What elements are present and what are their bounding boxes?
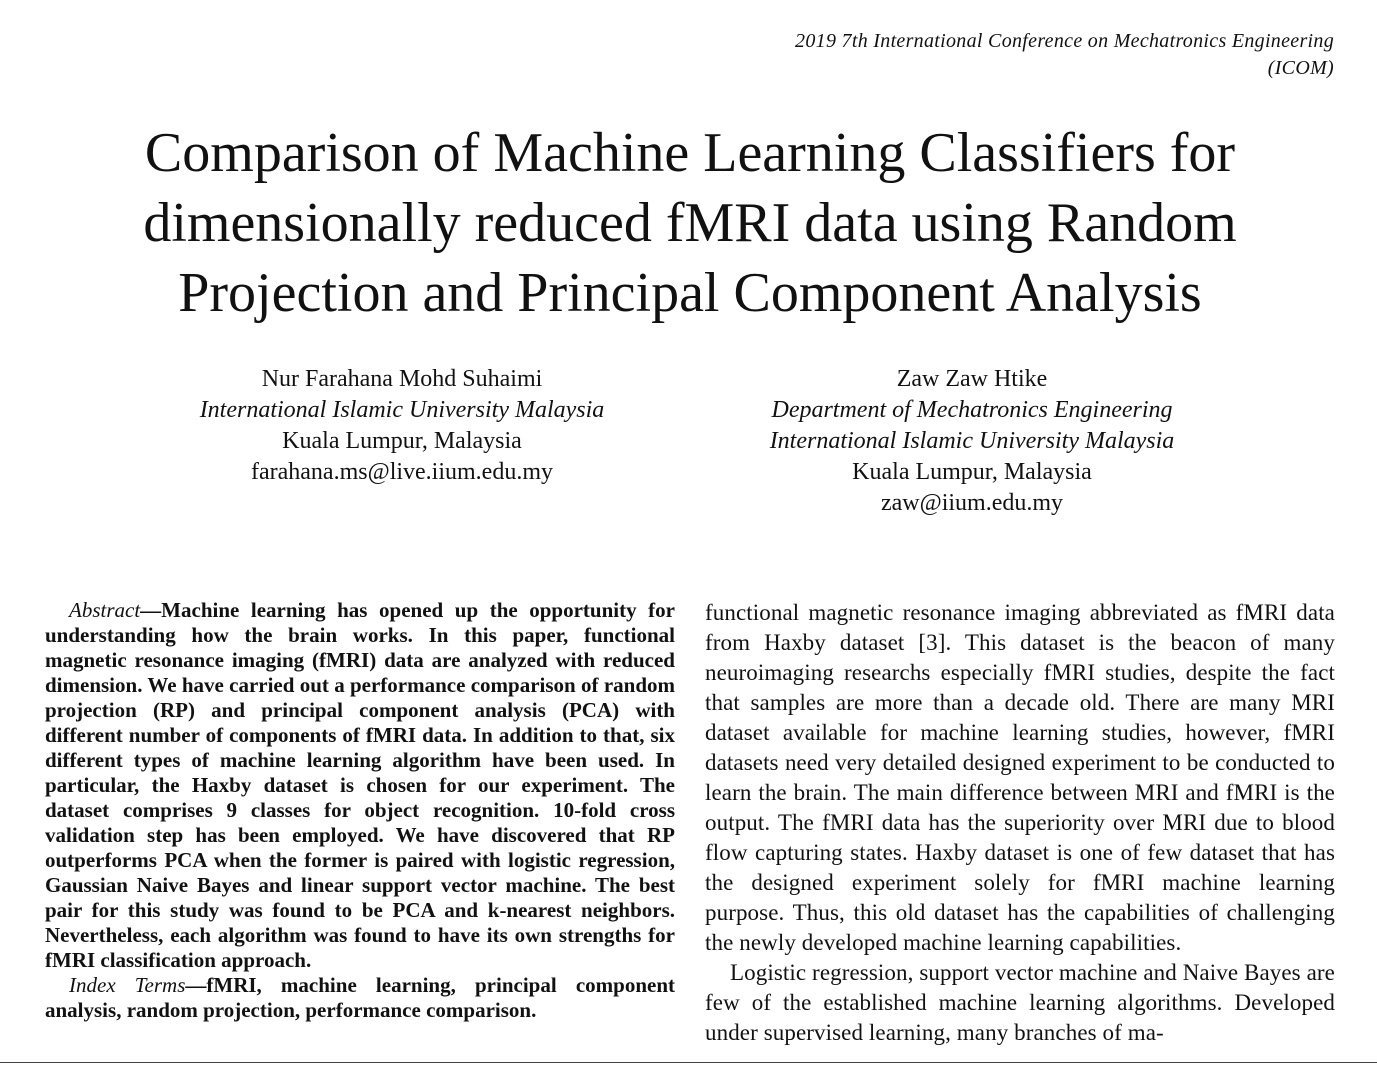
conference-header <box>634 28 1334 82</box>
author-location: Kuala Lumpur, Malaysia <box>852 459 1092 485</box>
page-bottom-rule <box>0 1062 1377 1063</box>
conference-line-2: (ICOM) <box>1267 57 1334 79</box>
index-terms-dash: — <box>185 973 207 997</box>
left-column <box>45 598 675 1023</box>
author-department: Department of Mechatronics Engineering <box>771 397 1173 423</box>
conference-line-1: 2019 7th International Conference on Mechatronics Engineering <box>795 30 1334 52</box>
right-column <box>705 598 1335 1048</box>
index-terms-text: fMRI, machine learning, principal component analysis, random projection, performance comparison. <box>45 973 675 1022</box>
paper-title <box>40 118 1340 328</box>
abstract <box>45 598 675 973</box>
index-terms-label: Index Terms <box>69 973 186 997</box>
index-terms <box>45 973 675 1023</box>
abstract-text: Machine learning has opened up the opportunity for understanding how the brain works. In this paper, functional magnetic resonance imaging (fMRI) data are analyzed with reduced dimension. We have carried out a performance comparison of random projection (RP) and principal component analysis (PCA) with different number of components of fMRI data. In addition to that, six different types of machine learning algorithm have been used. In particular, the Haxby dataset is chosen for our experiment. The dataset comprises 9 classes for object recognition. 10-fold cross validation step has been employed. We have discovered that RP outperforms PCA when the former is paired with logistic regression, Gaussian Naive Bayes and linear support vector machine. The best pair for this study was found to be PCA and k-nearest neighbors. Nevertheless, each algorithm was found to have its own strengths for fMRI classification approach. <box>45 598 675 972</box>
author-email: zaw@iium.edu.my <box>880 490 1064 516</box>
body-paragraph-2: Logistic regression, support vector machine and Naive Bayes are few of the established machine learning algorithms. Developed under supervised learning, many branches of ma- <box>705 960 1335 1045</box>
title-line-2: dimensionally reduced fMRI data using Random <box>143 192 1237 254</box>
title-line-3: Projection and Principal Component Analysis <box>178 262 1202 324</box>
abstract-label: Abstract <box>69 598 141 622</box>
author-affiliation: International Islamic University Malaysia <box>769 428 1175 454</box>
author-block-1 <box>152 364 652 488</box>
author-name: Nur Farahana Mohd Suhaimi <box>261 366 543 392</box>
author-email: farahana.ms@live.iium.edu.my <box>250 459 553 485</box>
author-location: Kuala Lumpur, Malaysia <box>282 428 522 454</box>
author-name: Zaw Zaw Htike <box>896 366 1048 392</box>
title-line-1: Comparison of Machine Learning Classifiers for <box>144 122 1236 184</box>
body-paragraph-1: functional magnetic resonance imaging abbreviated as fMRI data from Haxby dataset [3]. This dataset is the beacon of many neuroimaging researchs especially fMRI studies, despite the fact that samples are more than a decade old. There are many MRI dataset available for machine learning studies, however, fMRI datasets need very detailed designed experiment to be conducted to learn the brain. The main difference between MRI and fMRI is the output. The fMRI data has the superiority over MRI due to blood flow capturing states. Haxby dataset is one of few dataset that has the designed experiment solely for fMRI machine learning purpose. Thus, this old dataset has the capabilities of challenging the newly developed machine learning capabilities. <box>705 600 1335 955</box>
abstract-dash: — <box>140 598 162 622</box>
author-affiliation: International Islamic University Malaysia <box>199 397 605 423</box>
author-block-2 <box>722 364 1222 519</box>
